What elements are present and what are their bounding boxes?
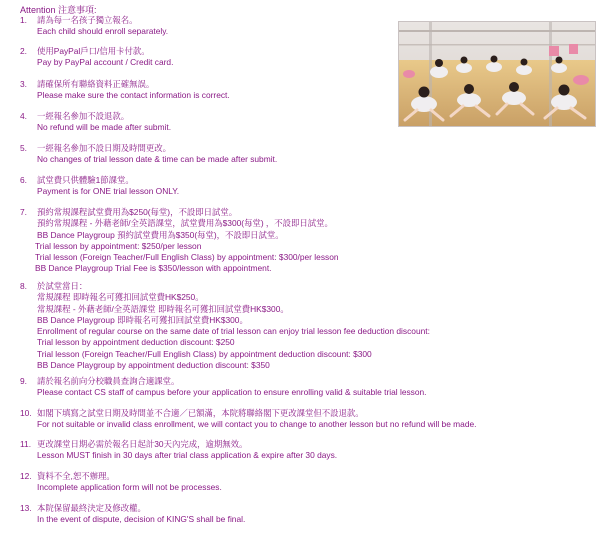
item-line-zh: 如閣下填寫之試堂日期及時間並不合適／已額滿，本院將聯絡閣下更改課堂但不設退款。 [37, 408, 364, 418]
item-line-en: BB Dance Playgroup Trial Fee is $350/lesson with appointment. [35, 263, 272, 274]
item-line-zh: 更改課堂日期必需於報名日起計30天內完成，逾期無效。 [37, 439, 248, 449]
item-number: 6. [20, 175, 27, 185]
item-number: 10. [20, 408, 32, 418]
item-line-en: Trial lesson (Foreign Teacher/Full English Class) by appointment deduction discount: $300 [37, 348, 372, 359]
item-line-en: Pay by PayPal account / Credit card. [37, 57, 174, 68]
item-line-en: Please contact CS staff of campus before your application to ensure enrolling valid & suitable trial lesson. [37, 387, 427, 398]
item-line-zh: 預約常規課程 - 外藉老師/全英語課堂，試堂費用為$300(每堂) ，不設即日試堂。 [37, 218, 333, 229]
item-line-zh: 預約常規課程試堂費用為$250(每堂)，不設即日試堂。 [37, 207, 238, 217]
item-line-en: No changes of trial lesson date & time can be made after submit. [37, 154, 278, 165]
item-line-en: In the event of dispute, decision of KING'S shall be final. [37, 514, 246, 525]
item-number: 12. [20, 471, 32, 481]
item-line-en: Trial lesson (Foreign Teacher/Full English Class) by appointment: $300/per lesson [35, 252, 339, 263]
item-number: 8. [20, 281, 27, 291]
item-line-en: Enrollment of regular course on the same date of trial lesson can enjoy trial lesson fee deduction discount: [37, 326, 430, 337]
item-number: 2. [20, 46, 27, 56]
item-number: 1. [20, 15, 27, 25]
item-line-zh: 請確保所有聯絡資料正確無誤。 [37, 79, 155, 89]
item-number: 3. [20, 79, 27, 89]
item-line-zh: 使用PayPal戶口/信用卡付款。 [37, 46, 150, 56]
item-line-zh: 一經報名參加不設日期及時間更改。 [37, 143, 171, 153]
item-number: 5. [20, 143, 27, 153]
item-line-en: Each child should enroll separately. [37, 26, 169, 37]
item-line-zh: 一經報名參加不設退款。 [37, 111, 130, 121]
item-line-en: No refund will be made after submit. [37, 122, 172, 133]
item-line-en: BB Dance Playgroup by appointment deduction discount: $350 [37, 360, 270, 371]
item-line-zh: 本院保留最終決定及修改權。 [37, 503, 146, 513]
item-line-en: For not suitable or invalid class enrollment, we will contact you to change to another lesson but no refund will be made. [37, 419, 477, 430]
item-line-en: Incomplete application form will not be processes. [37, 482, 222, 493]
item-line-zh: 於試堂當日： [37, 281, 88, 291]
item-line-en: Trial lesson by appointment: $250/per lesson [35, 240, 202, 251]
item-line-zh: 常規課程 即時報名可獲扣回試堂費HK$250。 [37, 292, 204, 303]
item-line-en: Lesson MUST finish in 30 days after trial class application & expire after 30 days. [37, 450, 338, 461]
item-line-zh: 請於報名前向分校職員查詢合適課堂。 [37, 376, 180, 386]
item-number: 4. [20, 111, 27, 121]
item-number: 13. [20, 503, 32, 513]
item-line-zh: 資料不全,恕不辦理。 [37, 471, 115, 481]
item-line-en: Trial lesson by appointment deduction discount: $250 [37, 337, 235, 348]
item-number: 11. [20, 439, 32, 449]
item-line-zh: BB Dance Playgroup 即時報名可獲扣回試堂費HK$300。 [37, 314, 248, 325]
notice-heading: Attention 注意事項: [20, 5, 97, 15]
item-line-en: Payment is for ONE trial lesson ONLY. [37, 186, 180, 197]
item-line-zh: 常規課程 - 外藉老師/全英語課堂 即時報名可獲扣回試堂費HK$300。 [37, 303, 289, 314]
item-number: 7. [20, 207, 27, 217]
item-line-zh: 請為每一名孩子獨立報名。 [37, 15, 138, 25]
item-line-zh: 試堂費只供體驗1節課堂。 [37, 175, 134, 185]
item-line-zh: BB Dance Playgroup 預約試堂費用為$350(每堂)，不設即日試堂。 [37, 229, 284, 240]
item-line-en: Please make sure the contact information is correct. [37, 90, 230, 101]
item-number: 9. [20, 376, 27, 386]
